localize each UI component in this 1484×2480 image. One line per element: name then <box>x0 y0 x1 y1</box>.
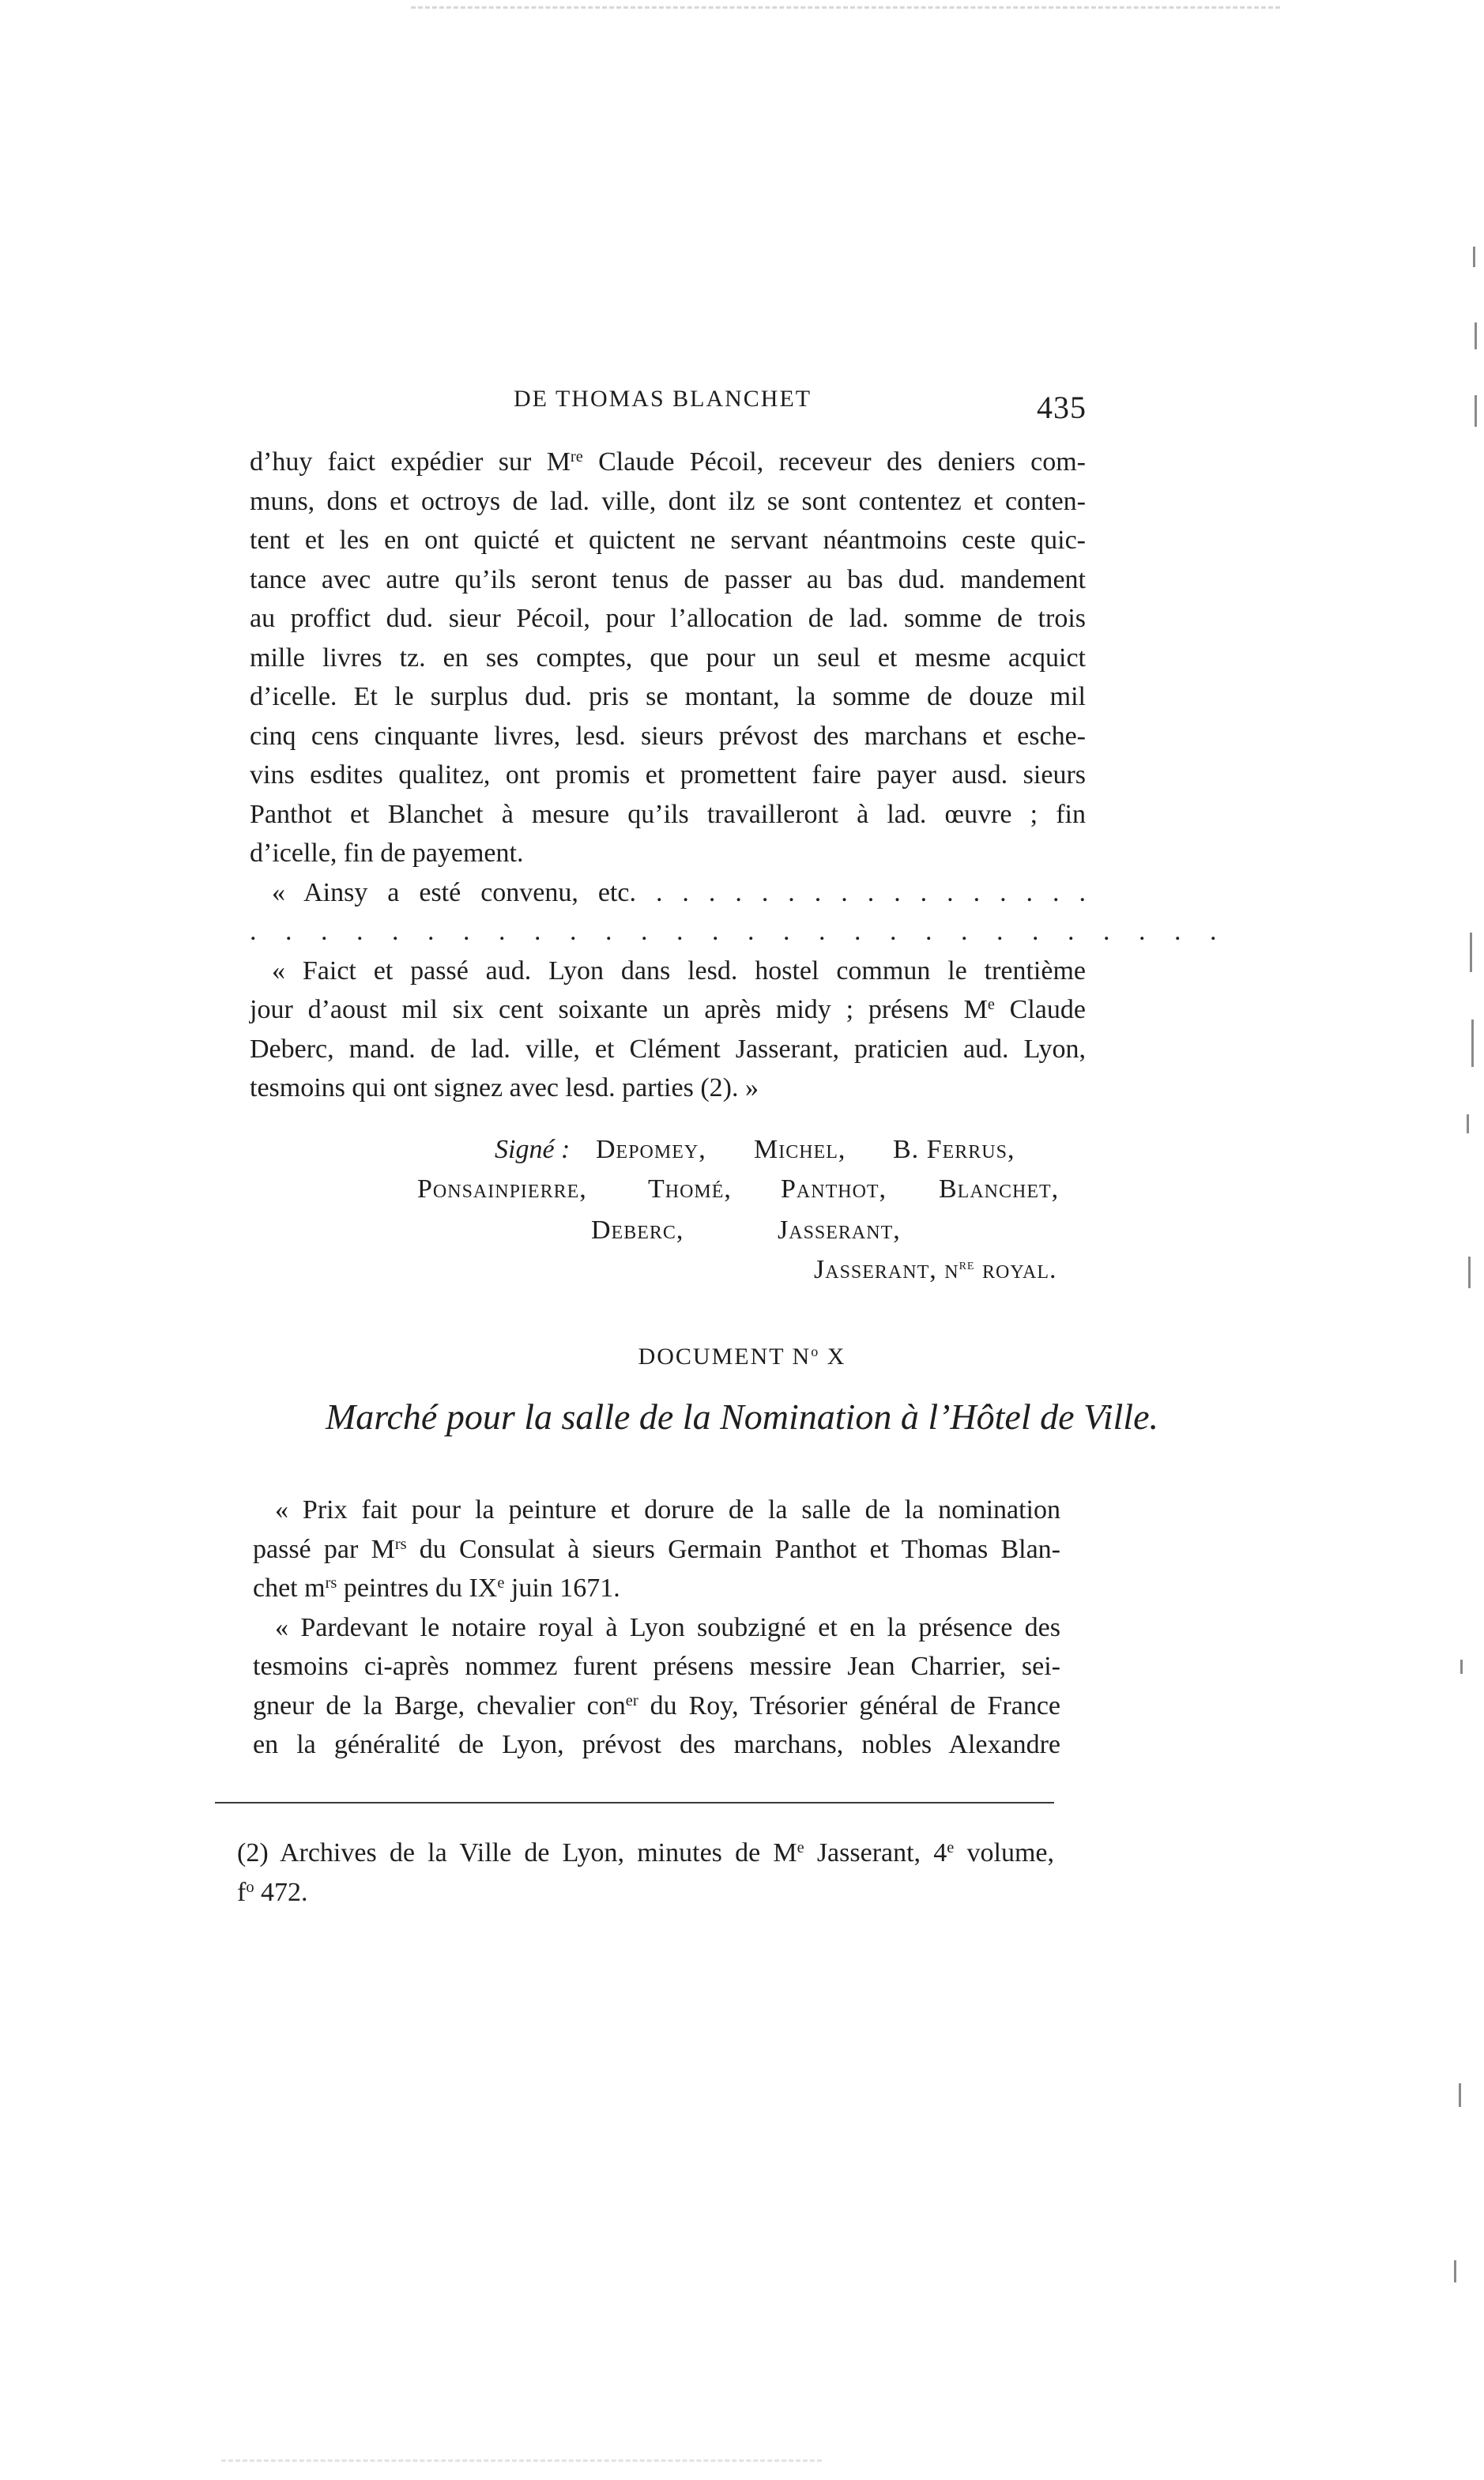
text-line: jour d’aoust mil six cent soixante un après midy ; présens Me Claude <box>250 995 1086 1024</box>
text-line: « Faict et passé aud. Lyon dans lesd. hostel commun le trentième <box>272 955 1086 986</box>
ellipsis-dots: . . . . . . . . . . . . . . . . . . . . . . . . . . . . <box>250 917 1228 946</box>
text-line: « Pardevant le notaire royal à Lyon soubzigné et en la présence des <box>275 1612 1060 1642</box>
body-text <box>250 443 1228 1108</box>
margin-mark <box>1460 1660 1463 1674</box>
document-text <box>253 1491 1060 1765</box>
text-line: tent et les en ont quicté et quictent ne servant néantmoins ceste quic- <box>250 526 1086 555</box>
text-line: au proffict dud. sieur Pécoil, pour l’allocation de lad. somme de trois <box>250 604 1086 633</box>
signatory: B. Ferrus, <box>893 1135 1015 1164</box>
footnote-rule <box>215 1802 1054 1803</box>
scan-edge-bottom <box>221 2459 822 2462</box>
margin-mark <box>1475 395 1477 427</box>
text-line: passé par $M^{rs}$ du Consulat à sieurs Germain Panthot et Thomas Blan- <box>253 1534 1060 1564</box>
text-line: « Prix fait pour la peinture et dorure de la salle de la nomination <box>275 1495 1060 1525</box>
document-heading: DOCUMENT $N^o$ X <box>638 1344 846 1370</box>
margin-mark <box>1454 2260 1456 2282</box>
text-line: d’huy faict expédier sur Mre Claude Pécoil, receveur des deniers com- <box>250 447 1086 477</box>
text-line: d’icelle, fin de payement. <box>250 839 524 868</box>
footnote-line: $f^o$ 472. <box>237 1878 308 1907</box>
margin-mark <box>1471 1020 1474 1067</box>
text-line: vins esdites qualitez, ont promis et promettent faire payer ausd. sieurs <box>250 760 1086 790</box>
text-line: en la généralité de Lyon, prévost des marchans, nobles Alexandre <box>253 1730 1060 1759</box>
text-line: muns, dons et octroys de lad. ville, dont ilz se sont contentez et conten- <box>250 486 1086 516</box>
text-line: tesmoins ci-après nommez furent présens messire Jean Charrier, sei- <box>253 1652 1060 1681</box>
running-title: DE THOMAS BLANCHET <box>514 386 812 412</box>
signatory: Panthot, <box>781 1174 887 1204</box>
text-line: d’icelle. Et le surplus dud. pris se montant, la somme de douze mil <box>250 682 1086 711</box>
margin-mark <box>1467 1114 1469 1133</box>
text-line: chet $m^{rs}$ peintres du IXe juin 1671. <box>253 1574 620 1603</box>
signatory: Jasserant, $n^{re}$ royal. <box>814 1255 1057 1284</box>
signatory: Blanchet, <box>939 1174 1060 1204</box>
text-line: cinq cens cinquante livres, lesd. sieurs prévost des marchans et esche- <box>250 721 1086 751</box>
margin-mark <box>1459 2083 1461 2107</box>
signatory: Jasserant, <box>778 1216 901 1245</box>
text-line: mille livres tz. en ses comptes, que pour un seul et mesme acquict <box>250 643 1086 673</box>
margin-mark <box>1470 933 1472 972</box>
signatory: Depomey, <box>596 1135 706 1164</box>
text-line: Deberc, mand. de lad. ville, et Clément Jasserant, praticien aud. Lyon, <box>250 1034 1086 1064</box>
document-subtitle: Marché pour la salle de la Nomination à l’Hôtel de Ville. <box>325 1396 1158 1437</box>
signe-label: Signé : <box>495 1135 571 1164</box>
margin-mark <box>1473 247 1475 267</box>
margin-mark <box>1468 1257 1471 1288</box>
ainsy-line: « Ainsy a esté convenu, etc. . . . . . . . . . . . . . . . . . <box>272 877 1086 907</box>
signatory: Deberc, <box>591 1216 684 1245</box>
signatory: Thomé, <box>648 1174 732 1204</box>
text-line: tance avec autre qu’ils seront tenus de passer au bas dud. mandement <box>250 564 1086 594</box>
page-header <box>253 386 1090 433</box>
footnote-line: (2) Archives de la Ville de Lyon, minutes de Me Jasserant, 4e volume, <box>237 1838 1054 1868</box>
signatory: Ponsainpierre, <box>417 1174 587 1204</box>
signatory: Michel, <box>754 1135 846 1164</box>
margin-mark <box>1475 322 1477 349</box>
scan-edge-top <box>411 6 1280 9</box>
text-line: Panthot et Blanchet à mesure qu’ils travailleront à lad. œuvre ; fin <box>250 799 1086 829</box>
text-line: gneur de la Barge, chevalier con$^{er}$ du Roy, Trésorier général de France <box>253 1690 1061 1721</box>
page-number: 435 <box>1037 390 1087 425</box>
text-line: tesmoins qui ont signez avec lesd. parties (2). » <box>250 1073 759 1102</box>
footnote <box>237 1834 1054 1913</box>
